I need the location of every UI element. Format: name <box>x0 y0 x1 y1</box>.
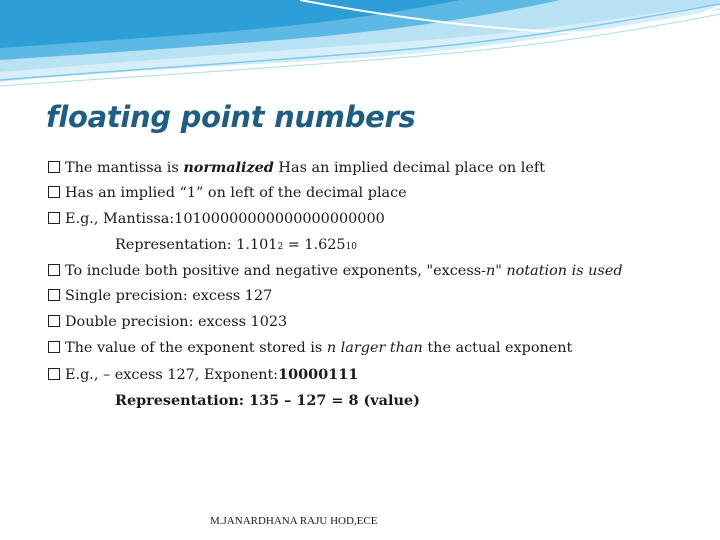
bullet-box-icon <box>48 315 60 327</box>
bullet-item: To include both positive and negative exponents, "excess-n" notation is used <box>48 259 623 285</box>
emphasis-normalized: normalized <box>183 159 274 176</box>
bullet-item: E.g., Mantissa:10100000000000000000000 <box>48 207 623 233</box>
bullet-item: The value of the exponent stored is n larger than the actual exponent <box>48 336 623 362</box>
representation-line: Representation: 135 – 127 = 8 (value) <box>115 392 420 410</box>
bullet-box-icon <box>48 212 60 224</box>
header-wave-decoration <box>0 0 720 90</box>
representation-line: Representation: 1.1012 = 1.62510 <box>115 236 358 253</box>
bullet-item: Double precision: excess 1023 <box>48 310 623 336</box>
slide-title: floating point numbers <box>46 100 416 134</box>
bullet-item: Single precision: excess 127 <box>48 284 623 310</box>
exponent-bits: 10000111 <box>278 366 359 384</box>
bullet-box-icon <box>48 368 60 380</box>
bullet-box-icon <box>48 341 60 353</box>
bullet-box-icon <box>48 289 60 301</box>
bullet-item: Has an implied “1” on left of the decimal place <box>48 181 623 207</box>
bullet-item: The mantissa is normalized Has an implied decimal place on left <box>48 155 623 181</box>
bullet-box-icon <box>48 186 60 198</box>
footer-author: M.JANARDHANA RAJU HOD,ECE <box>210 515 378 527</box>
bullet-item: E.g., – excess 127, Exponent:10000111 <box>48 362 623 388</box>
bullet-box-icon <box>48 161 60 173</box>
subscript-base: 10 <box>345 241 358 252</box>
subscript-base: 2 <box>277 241 284 252</box>
bullet-list <box>48 155 623 414</box>
bullet-box-icon <box>48 264 60 276</box>
